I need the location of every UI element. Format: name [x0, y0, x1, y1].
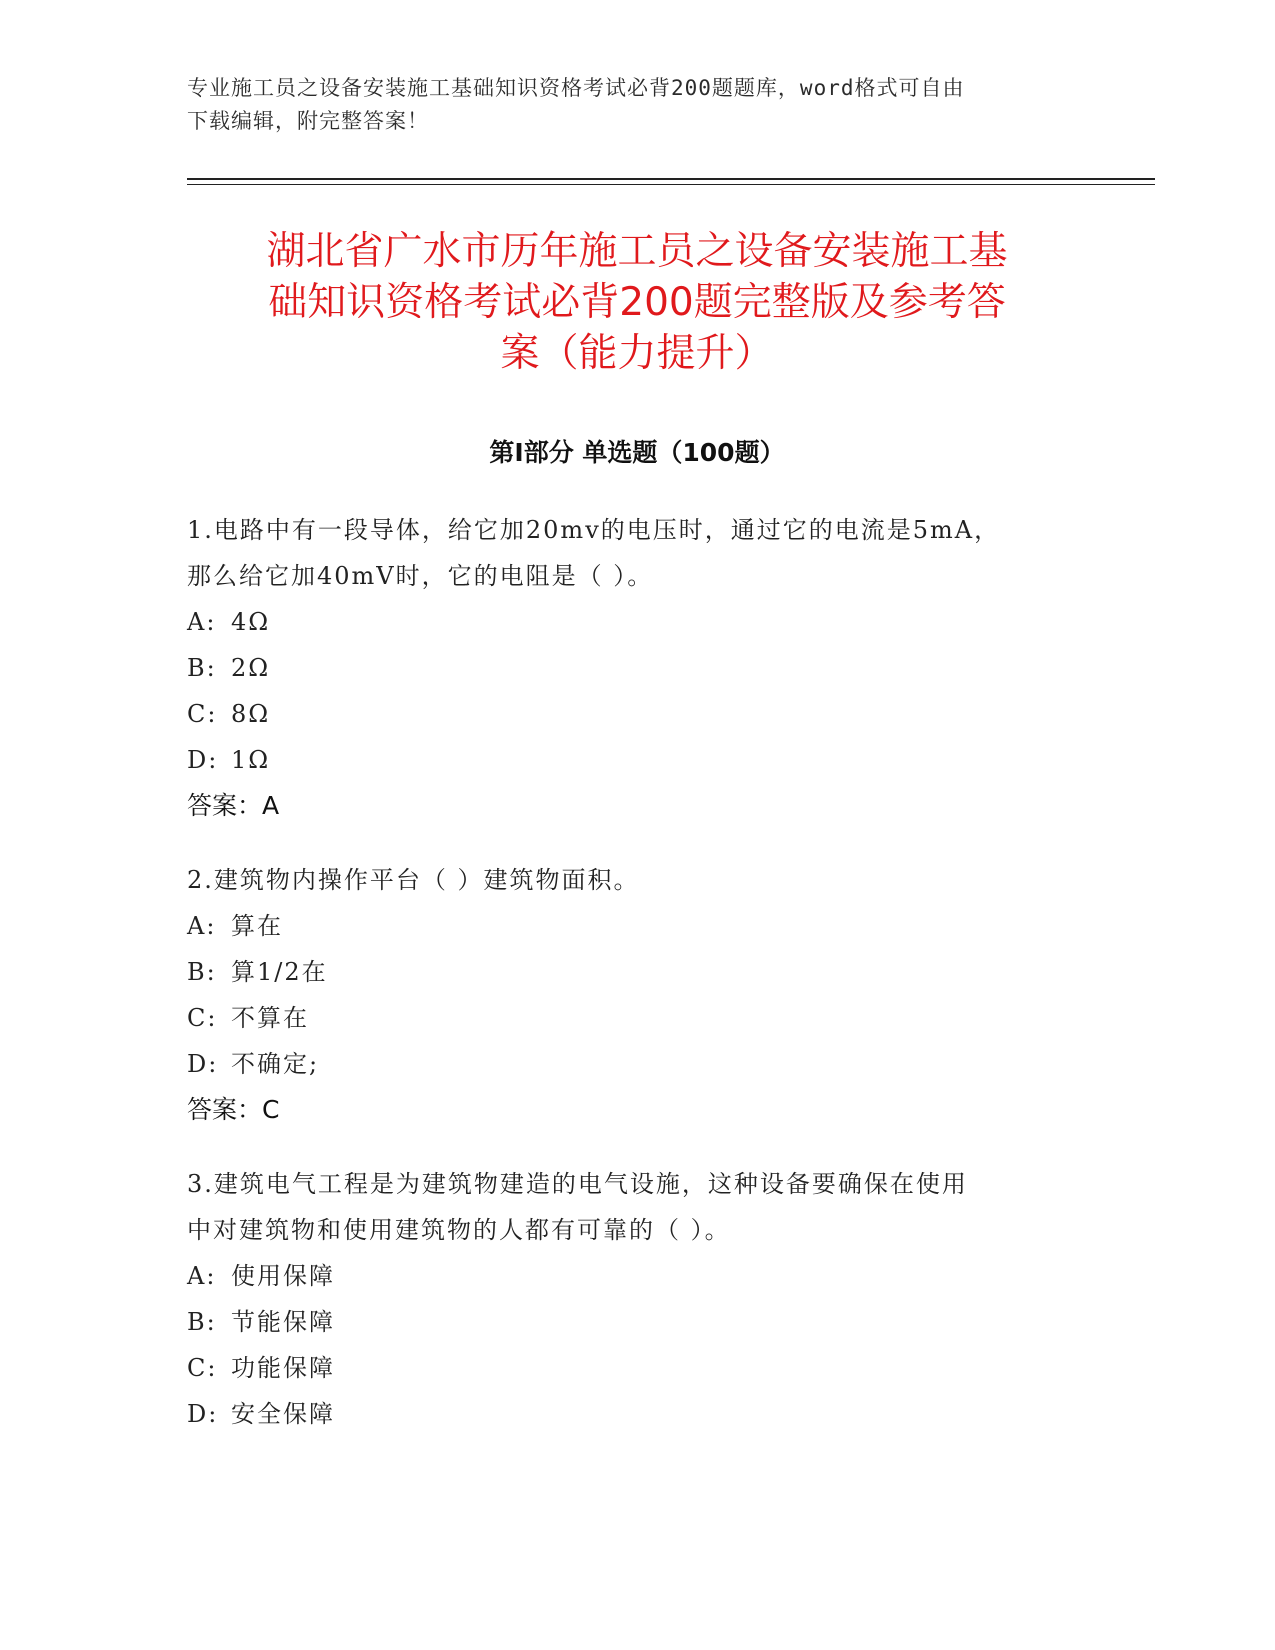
question-stem-line: 3.建筑电气工程是为建筑物建造的电气设施，这种设备要确保在使用	[187, 1170, 968, 1198]
header-divider-thick	[187, 178, 1155, 180]
question-3	[187, 1161, 1087, 1437]
option-key: D:	[187, 746, 219, 774]
question-1	[187, 507, 1087, 829]
option-c	[187, 1345, 1087, 1391]
question-stem-line: 2.建筑物内操作平台（ ）建筑物面积。	[187, 866, 640, 894]
option-b	[187, 949, 1087, 995]
option-key: A:	[187, 912, 217, 940]
option-text: 不确定;	[231, 1050, 320, 1078]
document-title	[187, 226, 1087, 379]
option-a	[187, 903, 1087, 949]
option-key: D:	[187, 1400, 219, 1428]
option-c	[187, 691, 1087, 737]
option-b	[187, 645, 1087, 691]
option-text: 4Ω	[231, 608, 271, 636]
answer: 答案：A	[187, 791, 280, 820]
title-line-1: 湖北省广水市历年施工员之设备安装施工基	[266, 229, 1008, 274]
option-key: C:	[187, 1354, 218, 1382]
header-divider-thin	[187, 184, 1155, 185]
header-note	[187, 72, 1087, 138]
option-key: A:	[187, 608, 217, 636]
option-text: 8Ω	[231, 700, 271, 728]
question-stem-line: 那么给它加40mV时，它的电阻是（ ）。	[187, 562, 654, 590]
option-d	[187, 1041, 1087, 1087]
option-key: B:	[187, 1308, 217, 1336]
option-b	[187, 1299, 1087, 1345]
option-d	[187, 1391, 1087, 1437]
header-note-line-2: 下载编辑，附完整答案！	[187, 109, 429, 133]
option-key: B:	[187, 654, 217, 682]
option-text: 使用保障	[231, 1262, 335, 1290]
option-text: 功能保障	[231, 1354, 335, 1382]
option-c	[187, 995, 1087, 1041]
section-heading: 第Ⅰ部分 单选题（100题）	[489, 438, 785, 467]
option-text: 不算在	[231, 1004, 309, 1032]
option-key: D:	[187, 1050, 219, 1078]
option-a	[187, 599, 1087, 645]
title-line-2: 础知识资格考试必背200题完整版及参考答	[268, 280, 1006, 325]
answer: 答案：C	[187, 1095, 280, 1124]
option-key: C:	[187, 1004, 218, 1032]
question-2	[187, 857, 1087, 1133]
option-text: 算1/2在	[231, 958, 328, 986]
option-key: A:	[187, 1262, 217, 1290]
title-line-3: 案（能力提升）	[500, 331, 774, 376]
option-text: 算在	[231, 912, 283, 940]
option-text: 安全保障	[231, 1400, 335, 1428]
option-text: 1Ω	[231, 746, 271, 774]
option-a	[187, 1253, 1087, 1299]
option-d	[187, 737, 1087, 783]
question-stem-line: 1.电路中有一段导体，给它加20mv的电压时，通过它的电流是5mA，	[187, 516, 1001, 544]
question-stem-line: 中对建筑物和使用建筑物的人都有可靠的（ ）。	[187, 1216, 731, 1244]
option-key: B:	[187, 958, 217, 986]
option-key: C:	[187, 700, 218, 728]
option-text: 2Ω	[231, 654, 271, 682]
header-note-line-1: 专业施工员之设备安装施工基础知识资格考试必背200题题库，word格式可自由	[187, 76, 965, 100]
option-text: 节能保障	[231, 1308, 335, 1336]
